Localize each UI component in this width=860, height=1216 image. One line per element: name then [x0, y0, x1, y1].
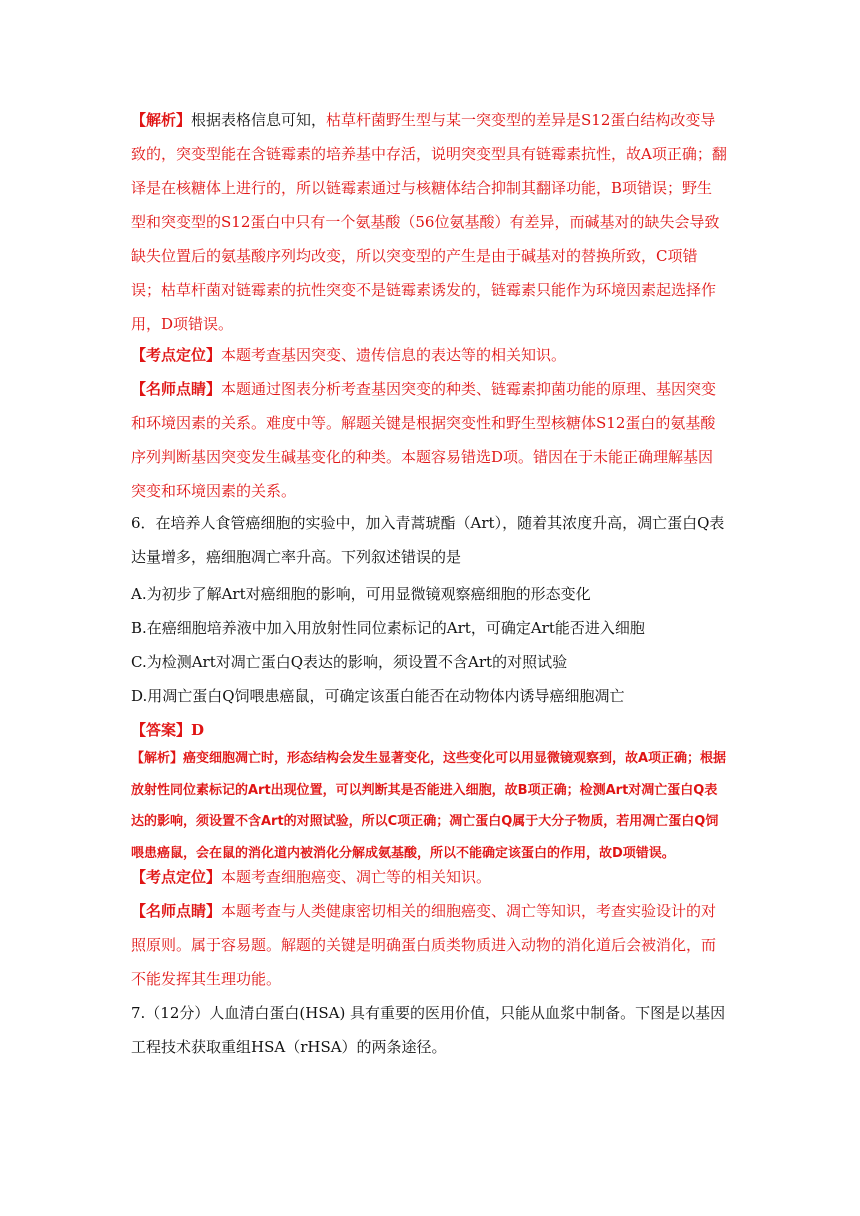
- q6-stem: 6．在培养人食管癌细胞的实验中，加入青蒿琥酯（Art），随着其浓度升高，凋亡蛋白Q表达量增多，癌细胞凋亡率升高。下列叙述错误的是: [131, 514, 725, 566]
- q6-option-c: C.为检测Art对凋亡蛋白Q表达的影响，须设置不含Art的对照试验: [131, 653, 568, 671]
- q6-option-b: B.在癌细胞培养液中加入用放射性同位素标记的Art，可确定Art能否进入细胞: [131, 619, 645, 637]
- answer-value: D: [191, 721, 205, 739]
- analysis-text: 枯草杆菌野生型与某一突变型的差异是S12蛋白结构改变导致的，突变型能在含链霉素的培养基中存活，说明突变型具有链霉素抗性，故A项正确；翻译是在核糖体上进行的，所以链霉素通过与核糖体结合抑制其翻译功能，B项错误；野生型和突变型的S12蛋白中只有一个氨基酸（56位氨基酸）有差异，而碱基对的缺失会导致缺失位置后的氨基酸序列均改变，所以突变型的产生是由于碱基对的替换所致，C项错误；枯草杆菌对链霉素的抗性突变不是链霉素诱发的，链霉素只能作为环境因素起选择作用，D项错误。: [131, 111, 727, 333]
- q5-analysis: [131, 103, 727, 341]
- q6-option-d: D.用凋亡蛋白Q饲喂患癌鼠，可确定该蛋白能否在动物体内诱导癌细胞凋亡: [131, 687, 625, 705]
- teacher-note-label: 【名师点睛】: [131, 380, 222, 398]
- test-point-text: 本题考查细胞癌变、凋亡等的相关知识。: [221, 868, 492, 886]
- teacher-note-label: 【名师点睛】: [131, 902, 222, 920]
- q5-teacher-note: [131, 372, 727, 508]
- analysis-lead: 根据表格信息可知，: [191, 111, 327, 129]
- analysis-label: 【解析】: [131, 111, 192, 129]
- q7-stem: 7.（12分）人血清白蛋白(HSA) 具有重要的医用价值，只能从血浆中制备。下图是以基因工程技术获取重组HSA（rHSA）的两条途径。: [131, 1004, 726, 1056]
- teacher-note-lead: 本题考查与人类: [221, 902, 327, 920]
- answer-label: 【答案】: [131, 721, 192, 739]
- q6-test-point: [131, 860, 727, 894]
- test-point-label: 【考点定位】: [131, 868, 222, 886]
- q6-option-a: A.为初步了解Art对癌细胞的影响，可用显微镜观察癌细胞的形态变化: [131, 585, 591, 603]
- teacher-note-lead: 本题通过图表分: [221, 380, 327, 398]
- q5-test-point: [131, 338, 727, 372]
- q6-answer: [131, 713, 727, 747]
- teacher-note-text: 析考查基因突变的种类、链霉素抑菌功能的原理、基因突变和环境因素的关系。难度中等。解题关键是根据突变性和野生型核糖体S12蛋白的氨基酸序列判断基因突变发生碱基变化的种类。本题容易错选D项。错因在于未能正确理解基因突变和环境因素的关系。: [131, 380, 717, 500]
- teacher-note-text: 健康密切相关的细胞癌变、凋亡等知识，考查实验设计的对照原则。属于容易题。解题的关键是明确蛋白质类物质进入动物的消化道后会被消化，而不能发挥其生理功能。: [131, 902, 717, 988]
- test-point-label: 【考点定位】: [131, 346, 222, 364]
- q6-teacher-note: [131, 894, 727, 996]
- q6-analysis: 【解析】癌变细胞凋亡时，形态结构会发生显著变化，这些变化可以用显微镜观察到，故A项正确；根据放射性同位素标记的Art出现位置，可以判断其是否能进入细胞，故B项正确；检测Art对凋亡蛋白Q表达的影响，须设置不含Art的对照试验，所以C项正确；凋亡蛋白Q属于大分子物质，若用凋亡蛋白Q饲喂患癌鼠，会在鼠的消化道内被消化分解成氨基酸，所以不能确定该蛋白的作用，故D项错误。: [131, 751, 727, 861]
- test-point-text: 本题考查基因突变、遗传信息的表达等的相关知识。: [221, 346, 567, 364]
